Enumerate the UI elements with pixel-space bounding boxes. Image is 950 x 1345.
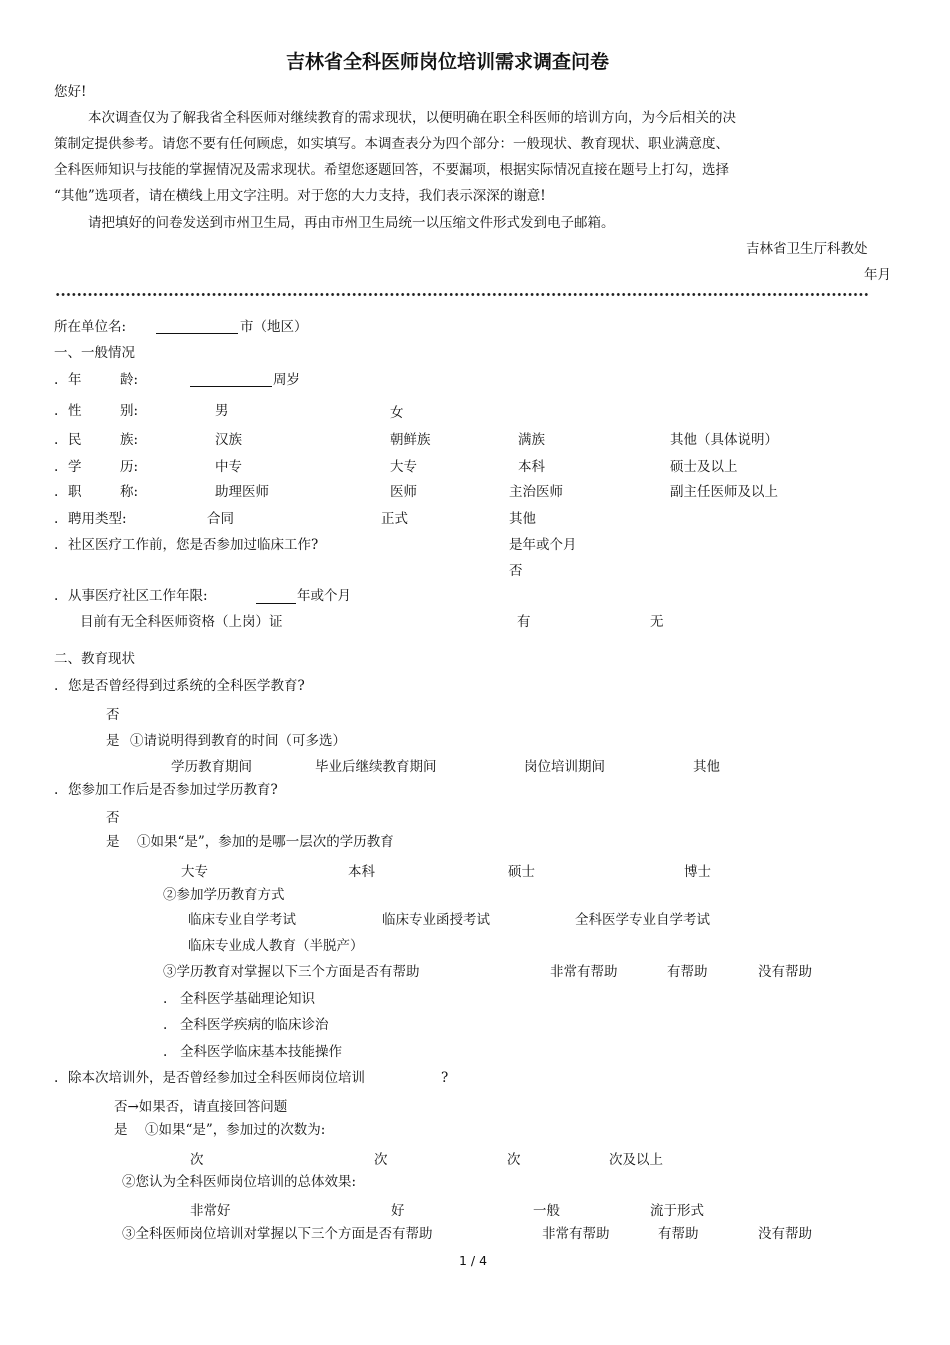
option-no[interactable]: 否 xyxy=(106,707,120,723)
question-text: 您参加工作后是否参加过学历教育? xyxy=(68,782,278,798)
option-title[interactable]: 医师 xyxy=(390,484,417,500)
option-count[interactable]: 次 xyxy=(374,1152,388,1168)
option-ethnicity[interactable]: 汉族 xyxy=(215,432,242,448)
sub-question: ③学历教育对掌握以下三个方面是否有帮助 xyxy=(163,964,420,980)
option-female[interactable]: 女 xyxy=(390,405,404,421)
item-num: . xyxy=(54,403,59,419)
age-label: 龄: xyxy=(120,372,139,388)
dotted-divider xyxy=(55,293,870,296)
item-num: . xyxy=(54,1070,59,1086)
question-text: 您是否曾经得到过系统的全科医学教育? xyxy=(68,678,305,694)
option-count[interactable]: 次 xyxy=(507,1152,521,1168)
sub-question: ②参加学历教育方式 xyxy=(163,887,285,903)
option-employment[interactable]: 正式 xyxy=(381,511,408,527)
intro-line: 策制定提供参考。请您不要有任何顾虑，如实填写。本调查表分为四个部分：一般现状、教育现状、职业满意度、 xyxy=(54,136,729,152)
option-education[interactable]: 中专 xyxy=(215,459,242,475)
option-title[interactable]: 副主任医师及以上 xyxy=(670,484,778,500)
section-heading: 二、教育现状 xyxy=(54,651,135,667)
page-number: 1 / 4 xyxy=(459,1253,488,1268)
item-num: . xyxy=(54,588,59,604)
section-heading: 一、一般情况 xyxy=(54,345,135,361)
option-help[interactable]: 非常有帮助 xyxy=(550,964,618,980)
option-effect[interactable]: 一般 xyxy=(533,1203,560,1219)
option-no[interactable]: 否 xyxy=(106,810,120,826)
item-num: . xyxy=(54,537,59,553)
option-help[interactable]: 有帮助 xyxy=(667,964,708,980)
option-effect[interactable]: 非常好 xyxy=(190,1203,231,1219)
item-num: . xyxy=(54,432,59,448)
question-mark: ? xyxy=(441,1070,449,1086)
ethnicity-label: 民 xyxy=(68,432,82,448)
unit-suffix: 市（地区） xyxy=(240,319,308,335)
option-education[interactable]: 本科 xyxy=(518,459,545,475)
option-count[interactable]: 次 xyxy=(190,1152,204,1168)
sub-question: ①如果“是”，参加过的次数为: xyxy=(145,1122,326,1138)
option-yes[interactable]: 是 xyxy=(114,1122,128,1138)
date-field: 年月 xyxy=(864,267,891,283)
years-suffix: 年或个月 xyxy=(297,588,351,604)
option-male[interactable]: 男 xyxy=(215,403,229,419)
option-employment[interactable]: 合同 xyxy=(207,511,234,527)
item-num: . xyxy=(54,782,59,798)
option-title[interactable]: 主治医师 xyxy=(509,484,563,500)
signature: 吉林省卫生厅科教处 xyxy=(746,241,868,257)
option-yes[interactable]: 有 xyxy=(517,614,531,630)
submission-note: 请把填好的问卷发送到市州卫生局，再由市州卫生局统一以压缩文件形式发到电子邮箱。 xyxy=(88,215,615,231)
option-mode[interactable]: 临床专业函授考试 xyxy=(382,912,490,928)
certificate-question: 目前有无全科医师资格（上岗）证 xyxy=(80,614,283,630)
education-label: 历: xyxy=(120,459,139,475)
unit-blank[interactable] xyxy=(156,333,238,334)
sub-question: ②您认为全科医师岗位培训的总体效果: xyxy=(122,1174,357,1190)
item-num: . xyxy=(54,511,59,527)
option-ethnicity[interactable]: 朝鲜族 xyxy=(390,432,431,448)
years-label: 从事医疗社区工作年限: xyxy=(68,588,208,604)
item-num: . xyxy=(54,372,59,388)
item-num: . xyxy=(163,991,168,1007)
sub-question: ③全科医师岗位培训对掌握以下三个方面是否有帮助 xyxy=(122,1226,433,1242)
option-help[interactable]: 有帮助 xyxy=(658,1226,699,1242)
option-level[interactable]: 博士 xyxy=(684,864,711,880)
option-mode[interactable]: 临床专业自学考试 xyxy=(188,912,296,928)
age-label: 年 xyxy=(68,372,82,388)
option-no[interactable]: 无 xyxy=(650,614,664,630)
intro-line: 全科医师知识与技能的掌握情况及需求现状。希望您逐题回答，不要漏项，根据实际情况直接在题号上打勾，选择 xyxy=(54,162,729,178)
aspect-item: 全科医学疾病的临床诊治 xyxy=(180,1017,329,1033)
sub-question: ①请说明得到教育的时间（可多选） xyxy=(130,733,346,749)
option-mode[interactable]: 全科医学专业自学考试 xyxy=(575,912,710,928)
option-help[interactable]: 没有帮助 xyxy=(758,964,812,980)
option-level[interactable]: 硕士 xyxy=(508,864,535,880)
item-num: . xyxy=(54,678,59,694)
option-ethnicity[interactable]: 满族 xyxy=(518,432,545,448)
age-blank[interactable] xyxy=(190,386,272,387)
option-help[interactable]: 没有帮助 xyxy=(758,1226,812,1242)
option-period[interactable]: 毕业后继续教育期间 xyxy=(315,759,437,775)
option-effect[interactable]: 流于形式 xyxy=(650,1203,704,1219)
option-yes[interactable]: 是年或个月 xyxy=(509,537,577,553)
option-ethnicity[interactable]: 其他（具体说明） xyxy=(670,432,778,448)
option-employment[interactable]: 其他 xyxy=(509,511,536,527)
item-num: . xyxy=(163,1017,168,1033)
title-label: 职 xyxy=(68,484,82,500)
question-text: 除本次培训外，是否曾经参加过全科医师岗位培训 xyxy=(68,1070,365,1086)
years-blank[interactable] xyxy=(256,603,296,604)
item-num: . xyxy=(163,1044,168,1060)
unit-label: 所在单位名: xyxy=(54,319,127,335)
option-period[interactable]: 其他 xyxy=(693,759,720,775)
item-num: . xyxy=(54,484,59,500)
greeting: 您好! xyxy=(54,84,87,100)
option-title[interactable]: 助理医师 xyxy=(215,484,269,500)
option-period[interactable]: 学历教育期间 xyxy=(171,759,252,775)
option-level[interactable]: 本科 xyxy=(348,864,375,880)
education-label: 学 xyxy=(68,459,82,475)
option-no[interactable]: 否 xyxy=(509,563,523,579)
option-education[interactable]: 硕士及以上 xyxy=(670,459,738,475)
intro-line: 本次调查仅为了解我省全科医师对继续教育的需求现状，以便明确在职全科医师的培训方向，为今后相关的决 xyxy=(88,110,736,126)
option-education[interactable]: 大专 xyxy=(390,459,417,475)
item-num: . xyxy=(54,459,59,475)
option-help[interactable]: 非常有帮助 xyxy=(542,1226,610,1242)
intro-line: “其他”选项者，请在横线上用文字注明。对于您的大力支持，我们表示深深的谢意! xyxy=(54,188,546,204)
option-yes[interactable]: 是 xyxy=(106,834,120,850)
gender-label: 性 xyxy=(68,403,82,419)
age-suffix: 周岁 xyxy=(273,372,300,388)
sub-question: ①如果“是”，参加的是哪一层次的学历教育 xyxy=(137,834,394,850)
option-effect[interactable]: 好 xyxy=(391,1203,405,1219)
option-yes[interactable]: 是 xyxy=(106,733,120,749)
option-mode[interactable]: 临床专业成人教育（半脱产） xyxy=(188,938,364,954)
option-no[interactable]: 否→如果否，请直接回答问题 xyxy=(114,1099,288,1115)
gender-label: 别: xyxy=(120,403,139,419)
ethnicity-label: 族: xyxy=(120,432,139,448)
option-count[interactable]: 次及以上 xyxy=(609,1152,663,1168)
aspect-item: 全科医学基础理论知识 xyxy=(180,991,315,1007)
option-period[interactable]: 岗位培训期间 xyxy=(524,759,605,775)
aspect-item: 全科医学临床基本技能操作 xyxy=(180,1044,342,1060)
option-level[interactable]: 大专 xyxy=(181,864,208,880)
employment-label: 聘用类型: xyxy=(68,511,127,527)
clinical-question: 社区医疗工作前，您是否参加过临床工作? xyxy=(68,537,319,553)
page-title: 吉林省全科医师岗位培训需求调查问卷 xyxy=(286,51,610,73)
title-label: 称: xyxy=(120,484,139,500)
